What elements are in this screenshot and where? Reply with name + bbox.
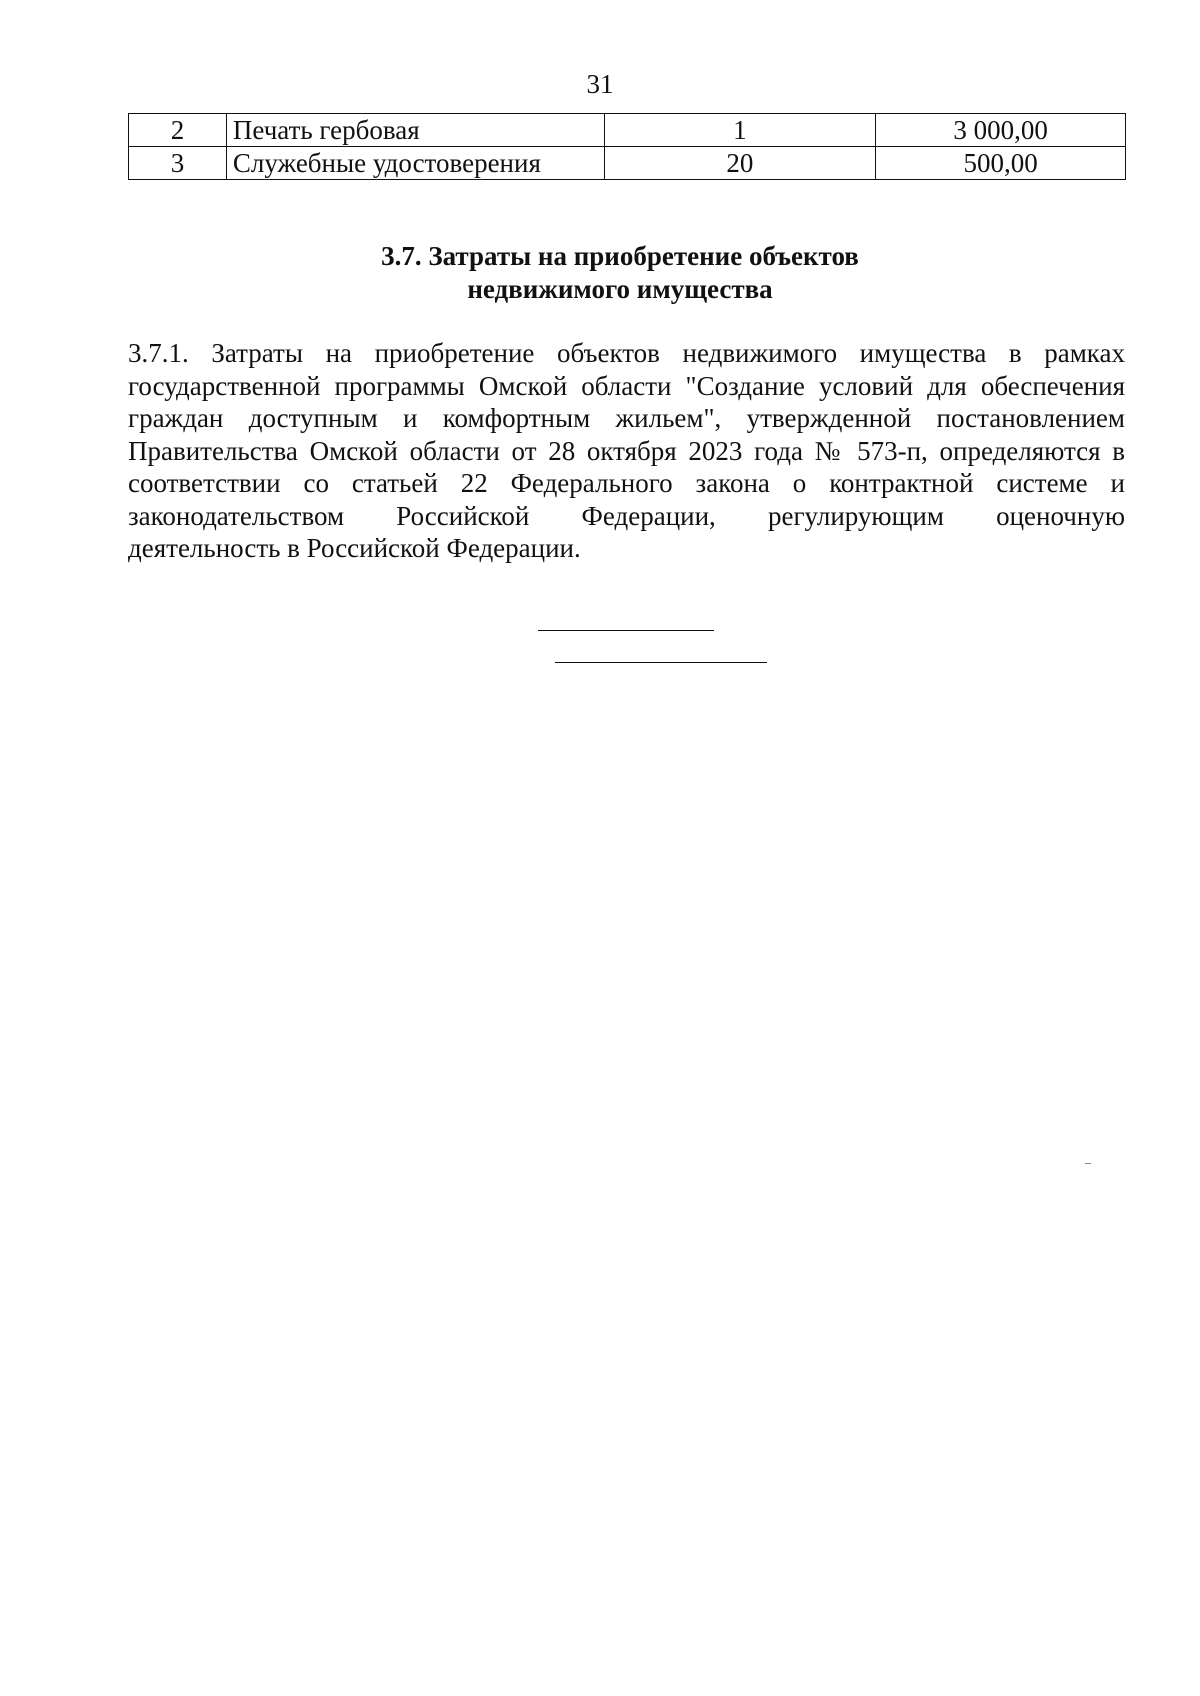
end-rule bbox=[555, 662, 767, 663]
item-name-cell: Служебные удостоверения bbox=[226, 147, 604, 180]
paragraph-line: законодательством Российской Федерации, регулирующим оценочную bbox=[128, 500, 1125, 531]
quantity-cell: 1 bbox=[604, 114, 876, 147]
row-number-cell: 3 bbox=[129, 147, 227, 180]
table-row bbox=[129, 114, 1126, 147]
paragraph-line: соответствии со статьей 22 Федерального закона о контрактной системе и bbox=[128, 468, 1125, 498]
items-table bbox=[128, 113, 1126, 180]
scan-speck bbox=[1085, 1163, 1091, 1164]
price-cell: 3 000,00 bbox=[876, 114, 1126, 147]
section-heading-line: недвижимого имущества bbox=[467, 274, 773, 304]
paragraph-line: Правительства Омской области от 28 октября 2023 года № 573-п, определяются в bbox=[128, 435, 1125, 466]
table-row bbox=[129, 147, 1126, 180]
item-name-cell: Печать гербовая bbox=[226, 114, 604, 147]
paragraph-line: 3.7.1. Затраты на приобретение объектов недвижимого имущества в рамках bbox=[128, 338, 1125, 368]
paragraph-line: граждан доступным и комфортным жильем", утвержденной постановлением bbox=[128, 403, 1125, 433]
section-heading-line: 3.7. Затраты на приобретение объектов bbox=[381, 241, 859, 271]
quantity-cell: 20 bbox=[604, 147, 876, 180]
price-cell: 500,00 bbox=[876, 147, 1126, 180]
paragraph-line: деятельность в Российской Федерации. bbox=[128, 533, 581, 563]
end-rule bbox=[538, 630, 714, 631]
section-paragraph bbox=[128, 337, 1125, 565]
section-heading bbox=[0, 240, 1200, 306]
page-number: 31 bbox=[586, 69, 614, 99]
paragraph-line: государственной программы Омской области "Создание условий для обеспечения bbox=[128, 370, 1125, 401]
row-number-cell: 2 bbox=[129, 114, 227, 147]
